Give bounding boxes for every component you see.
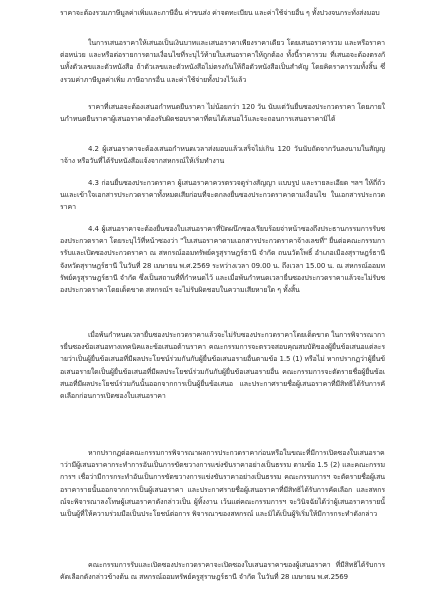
paragraph-price-validity: ราคาที่เสนอจะต้องเสนอกำหนดยืนราคา ไม่น้อยกว่า 120 วัน นับแต่วันยื่นซองประกวดราคา โดยภายในกำหนดยืนราคาผู้เสนอราคาต้องรับผิดชอบราคาที่ตนได้เสนอไว้และจะถอนการเสนอราคามิได้ (60, 103, 385, 124)
paragraph-baht-pricing: ในการเสนอราคาให้เสนอเป็นเงินบาทและเสนอราคาเพียงราคาเดียว โดยเสนอราคารวม และหรือราคาต่อหน่วย และหรือต่อรายการตามเงื่อนไขที่ระบุไว้ท้ายใบเสนอราคาให้ถูกต้อง ทั้งนี้ราคารวม ที่เสนอจะต้องตรงกันทั้งตัวเลขและตัวหนังสือ ถ้าตัวเลขและตัวหนังสือไม่ตรงกันให้ถือตัวหนังสือเป็นสำคัญ โดยคิดราคารวมทั้งสิ้น ซึ่งรวมค่าภาษีมูลค่าเพิ่ม ภาษีอากรอื่น และค่าใช้จ่ายทั้งปวงไว้แล้ว (60, 39, 385, 84)
paragraph-qualification-check: เมื่อพ้นกำหนดเวลายื่นซองประกวดราคาแล้วจะไม่รับซองประกวดราคาโดยเด็ดขาด ในการพิจารณาการยื่นซองข้อเสนอทางเทคนิคและข้อเสนอด้านราคา คณะกรรมการจะตรวจสอบคุณสมบัติของผู้ยื่นข้อเสนอแต่ละรายว่าเป็นผู้ยื่นข้อเสนอที่มีผลประโยชน์ร่วมกันกับผู้ยื่นข้อเสนอรายอื่นตามข้อ 1.5 (1) หรือไม่ หากปรากฏว่าผู้ยื่นข้อเสนอรายใดเป็นผู้ยื่นข้อเสนอที่มีผลประโยชน์ร่วมกันกับผู้ยื่นข้อเสนอรายอื่น คณะกรรมการจะตัดรายชื่อผู้ยื่นข้อเสนอที่มีผลประโยชน์ร่วมกันนั้นออกจากการเป็นผู้ยื่นข้อเสนอ และประกาศรายชื่อผู้เสนอราคาที่มีสิทธิได้รับการคัดเลือกก่อนการเปิดซองใบเสนอราคา (60, 331, 386, 401)
paragraph-price-terms: ราคาจะต้องรวมภาษีมูลค่าเพิ่มและภาษีอื่น ค่าขนส่ง ค่าจดทะเบียน และค่าใช้จ่ายอื่น ๆ ทั้งปวงจนกระทั่งส่งมอบ (60, 9, 380, 17)
paragraph-opening: คณะกรรมการรับและเปิดซองประกวดราคาจะเปิดซองใบเสนอราคาของผู้เสนอราคา ที่มีสิทธิได้รับการคัดเลือกดังกล่าวข้างต้น ณ สหกรณ์ออมทรัพย์ครูสุราษฎร์ธานี จำกัด ในวันที่ 28 เมษายน พ.ศ.2569 (60, 561, 385, 582)
paragraph-4-4-submission: 4.4 ผู้เสนอราคาจะต้องยื่นซองใบเสนอราคาที่ปิดผนึกซองเรียบร้อยจ่าหน้าซองถึงประธานกรรมการรับซองประกวดราคา โดยระบุไว้ที่หน้าซองว่า "ใบเสนอราคาตามเอกสารประกวดราคาจ้างเลขที่" ยื่นต่อคณะกรรมการรับและเปิดซองประกวดราคา ณ สหกรณ์ออมทรัพย์ครูสุราษฎร์ธานี จำกัด ถนนวัดโพธิ์ อำเภอเมืองสุราษฎร์ธานี จังหวัดสุราษฎร์ธานี ในวันที่ 28 เมษายน พ.ศ.2569 ระหว่างเวลา 09.00 น. ถึงเวลา 15.00 น. ณ สหกรณ์ออมทรัพย์ครูสุราษฎร์ธานี จำกัด ซึ่งเป็นสถานที่ที่กำหนดไว้ และเมื่อพ้นกำหนดเวลายื่นซองประกวดราคาแล้วจะไม่รับซองประกวดราคาโดยเด็ดขาด สหกรณ์ฯ จะไม่รับผิดชอบในความเสียหายใด ๆ ทั้งสิ้น (60, 225, 385, 295)
paragraph-anti-collusion: หากปรากฏต่อคณะกรรมการพิจารณาผลการประกวดราคาก่อนหรือในขณะที่มีการเปิดซองใบเสนอราคาว่ามีผู้เสนอราคากระทำการอันเป็นการขัดขวางการแข่งขันราคาอย่างเป็นธรรม ตามข้อ 1.5 (2) และคณะกรรมการฯ เชื่อว่ามีการกระทำอันเป็นการขัดขวางการแข่งขันราคาอย่างเป็นธรรม คณะกรรมการฯ จะตัดรายชื่อผู้เสนอราคารายนั้นออกจากการเป็นผู้เสนอราคา และประกาศรายชื่อผู้เสนอราคาที่มีสิทธิได้รับการคัดเลือก และสหกรณ์จะพิจารณาลงโทษผู้เสนอราคาดังกล่าวเป็น ผู้ทิ้งงาน เว้นแต่คณะกรรมการฯ จะวินิจฉัยได้ว่าผู้เสนอราคารายนั้นเป็นผู้ที่ให้ความร่วมมือเป็นประโยชน์ต่อการ พิจารณาของสหกรณ์ และมิได้เป็นผู้ริเริ่มให้มีการกระทำดังกล่าว (60, 449, 385, 519)
paragraph-4-3-review: 4.3 ก่อนยื่นซองประกวดราคา ผู้เสนอราคาควรตรวจดูร่างสัญญา แบบรูป และรายละเอียด ฯลฯ ให้ถี่ถ้วนและเข้าใจเอกสารประกวดราคาทั้งหมดเสียก่อนที่จะตกลงยื่นซองประกวดราคาตามเงื่อนไข ในเอกสารประกวดราคา (60, 179, 385, 212)
paragraph-4-2-delivery: 4.2 ผู้เสนอราคาจะต้องเสนอกำหนดเวลาส่งมอบแล้วเสร็จไม่เกิน 120 วันนับถัดจากวันลงนามในสัญญาจ้าง หรือวันที่ได้รับหนังสือแจ้งจากสหกรณ์ให้เริ่มทำงาน (60, 145, 385, 166)
